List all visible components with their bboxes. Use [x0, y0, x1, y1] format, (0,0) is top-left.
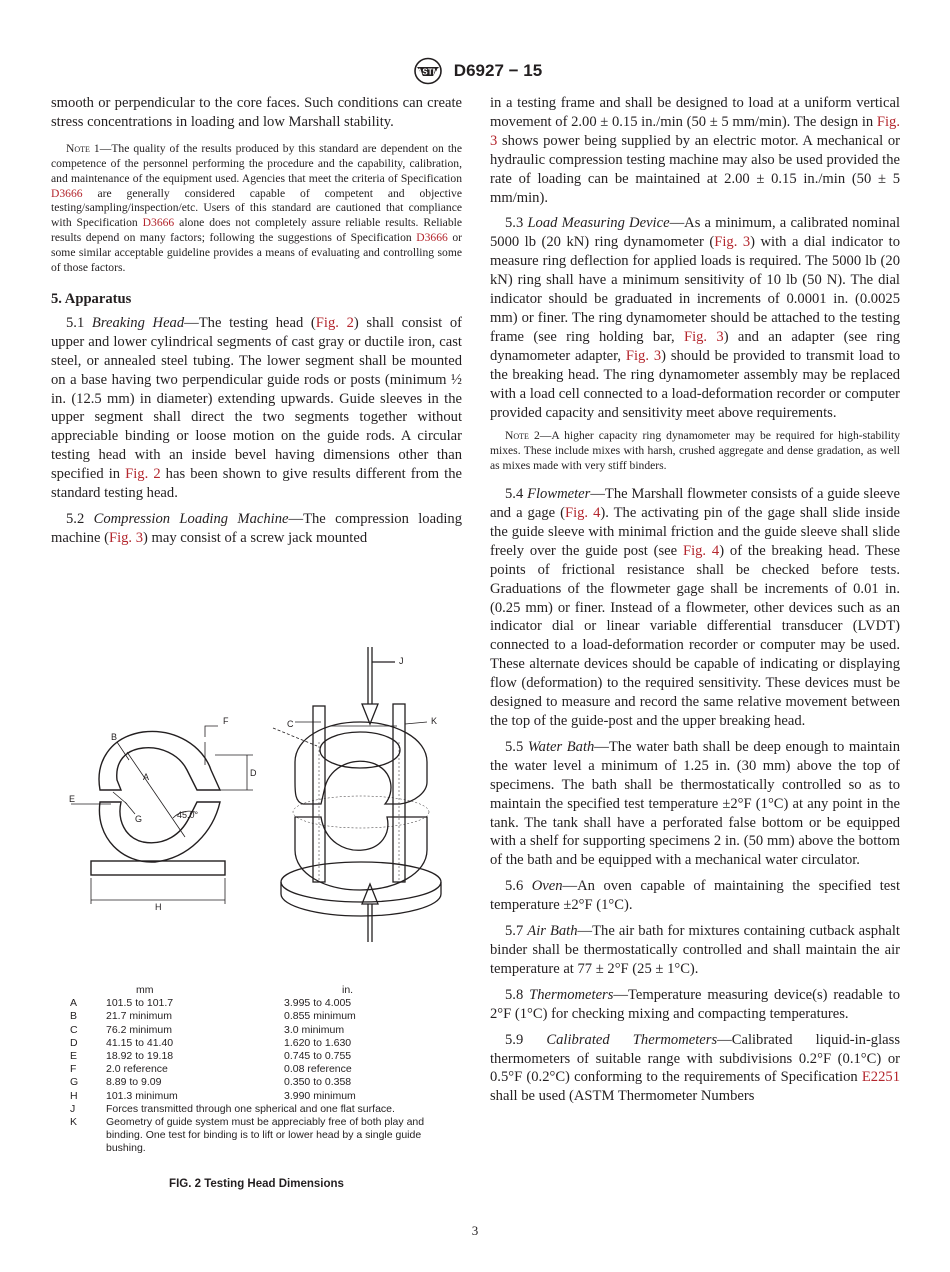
- document-designation: D6927 − 15: [453, 61, 543, 80]
- dimension-labels-isometric: [287, 656, 437, 729]
- svg-text:B: B: [111, 732, 118, 742]
- link-fig-2[interactable]: Fig. 2: [125, 466, 161, 483]
- link-fig-4[interactable]: Fig. 4: [564, 505, 601, 522]
- svg-text:F: F: [223, 716, 229, 726]
- note-2: Note 2—A higher capacity ring dynamometer may be required for high-stability mixes. These include mixes with harsh, crushed aggregate and dense gradation, as well as mixes made with very stiff binders.: [490, 429, 900, 473]
- section-5-9: 5.9 Calibrated Thermometers—Calibrated liquid-in-glass thermometers of suitable range with subdivisions 0.2°F (0.1°C) or 0.5°F (0.2°C) conforming to the requirements of Specification E2251 shall be used (ASTM Thermometer Numbers: [490, 1031, 900, 1105]
- legend-row-j: J Forces transmitted through one spherical and one flat surface.: [70, 1102, 395, 1115]
- dimension-lines-front: [71, 726, 253, 904]
- link-fig-3[interactable]: Fig. 3: [683, 328, 724, 345]
- link-fig-3[interactable]: Fig. 3: [108, 529, 144, 546]
- continued-paragraph: smooth or perpendicular to the core faces. Such conditions can create stress concentrations in loading and low Marshall stability.: [51, 95, 462, 130]
- svg-text:45.0°: 45.0°: [177, 810, 199, 820]
- astm-logo: [408, 57, 448, 85]
- right-column: [490, 94, 900, 1113]
- section-5-8: 5.8 Thermometers—Temperature measuring device(s) readable to 2°F (1°C) for checking mixing and compacting temperatures.: [490, 986, 900, 1022]
- figure-2-legend: [70, 984, 460, 1156]
- legend-row: G 8.89 to 9.09 0.350 to 0.358: [70, 1076, 352, 1089]
- link-d3666[interactable]: D3666: [51, 186, 83, 200]
- link-fig-3[interactable]: Fig. 3: [714, 234, 751, 251]
- svg-text:K: K: [431, 716, 438, 726]
- svg-text:H: H: [155, 902, 162, 912]
- page-header: [0, 57, 950, 90]
- section-5-3: 5.3 Load Measuring Device—As a minimum, a calibrated nominal 5000 lb (20 kN) ring dynamometer (Fig. 3) with a dial indicator to measure ring deflection for applied loads is required. The 5000 lb (20 kN) ring shall have a minimum sensitivity of 10 lb (50 N). The dial indicator should be graduated in increments of 0.0001 in. (0.0025 mm) or finer. The ring dynamometer should be attached to the testing frame (see ring holding bar, Fig. 3) and an adapter (see ring dynamometer adapter, Fig. 3) should be provided to transmit load to the breaking head. The ring dynamometer assembly may be replaced with a load cell connected to a load-deformation recorder or computer provided capacity and sensitivity meet above requirements.: [490, 215, 901, 421]
- svg-text:C: C: [287, 719, 294, 729]
- link-fig-3[interactable]: Fig. 3: [490, 113, 900, 149]
- section-5-1: 5.1 Breaking Head—The testing head (Fig. 2) shall consist of upper and lower cylindrical segments of cast gray or ductile iron, cast steel, or annealed steel tubing. The lower segment shall be mounted on a base having two perpendicular guide rods or posts (minimum ½ in. (12.5 mm) in diameter) extending upwards. Guide sleeves in the upper segment shall direct the two segments together without appreciable binding or loose motion on the guide rods. A circular testing head with an inside bevel having dimensions other than specified in Fig. 2 has been shown to give results different from the standard testing head.: [51, 314, 463, 502]
- legend-row: H 101.3 minimum 3.990 minimum: [70, 1089, 356, 1102]
- dimension-lines-isometric: [273, 722, 427, 746]
- section-5-5: 5.5 Water Bath—The water bath shall be deep enough to maintain the water level a minimum of 1.25 in. (30 mm) above the top of specimens. The bath shall be thermostatically controlled so as to maintain the specified test temperature ±2°F (1°C) at any point in the tank. The tank shall have a perforated false bottom or be equipped with a shelf for supporting specimens 2 in. (50 mm) above the bottom of the bath and be equipped with a mechanical water circulator.: [490, 738, 900, 869]
- legend-row: A 101.5 to 101.7 3.995 to 4.005: [70, 997, 352, 1010]
- svg-text:E: E: [69, 794, 76, 804]
- link-fig-4[interactable]: Fig. 4: [682, 542, 720, 559]
- svg-text:J: J: [399, 656, 404, 666]
- legend-header: mm in.: [136, 984, 354, 996]
- legend-row: C 76.2 minimum 3.0 minimum: [70, 1023, 345, 1036]
- link-e2251[interactable]: E2251: [861, 1069, 900, 1086]
- section-5-heading: 5. Apparatus: [51, 290, 132, 307]
- link-d3666[interactable]: D3666: [416, 231, 448, 245]
- figure-2-caption: FIG. 2 Testing Head Dimensions: [169, 1178, 344, 1190]
- dimension-labels-front: [69, 716, 257, 912]
- page-number: 3: [471, 1223, 479, 1238]
- section-5-2: 5.2 Compression Loading Machine—The compression loading machine (Fig. 3) may consist of a screw jack mounted: [51, 510, 463, 546]
- link-fig-2[interactable]: Fig. 2: [315, 314, 354, 331]
- figure-2-drawing: [55, 642, 465, 947]
- note-1-label: Note 1: [66, 141, 100, 155]
- left-column: [51, 94, 462, 555]
- section-5-7: 5.7 Air Bath—The air bath for mixtures containing cutback asphalt binder shall be thermostatically controlled and shall maintain the air temperature at 77 ± 2°F (25 ± 1°C).: [490, 923, 900, 977]
- note-1: Note 1—The quality of the results produced by this standard are dependent on the competence of the personnel performing the procedure and the capability, calibration, and maintenance of the equipment used. Agencies that meet the criteria of Specification D3666 are generally considered capable of competent and objective testing/sampling/inspection/etc. Users of this standard are cautioned that compliance with Specification D3666 alone does not completely assure reliable results. Reliable results depend on many factors; following the suggestions of Specification D3666 or some similar acceptable guideline provides a means of evaluating and controlling some of those factors.: [51, 141, 463, 275]
- section-5-4: 5.4 Flowmeter—The Marshall flowmeter consists of a guide sleeve and a gage (Fig. 4). The activating pin of the gage shall slide inside the guide sleeve with minimal friction and the guide sleeve shall slide freely over the guide post (see Fig. 4) of the breaking head. These points of frictional resistance shall be checked before tests. Graduations of the flowmeter gage shall be increments of 0.01 in. (0.25 mm) or finer. Instead of a flowmeter, other devices such as an indicator dial or linear variable differential transducer (LVDT) connected to a load-deformation recorder or computer may be used. These alternate devices should be capable of indicating or displaying flow (deformation) to the required sensitivity. These devices must be designed to measure and record the same relative movement between the top of the guide-post and the upper breaking head.: [490, 486, 901, 729]
- link-d3666[interactable]: D3666: [142, 216, 175, 230]
- svg-text:G: G: [135, 814, 143, 824]
- legend-row: D 41.15 to 41.40 1.620 to 1.630: [70, 1036, 352, 1049]
- svg-text:D: D: [250, 768, 257, 778]
- breaking-head-isometric-view: [281, 647, 441, 942]
- legend-row: F 2.0 reference 0.08 reference: [70, 1063, 352, 1076]
- continued-paragraph-right: in a testing frame and shall be designed to load at a uniform vertical movement of 2.00 ± 0.15 in./min (50 ± 5 mm/min). The design in Fig. 3 shows power being supplied by an electric motor. A mechanical or hydraulic compression testing machine may also be used provided the rate of loading can be maintained at 2.00 ± 0.15 in./min (50 ± 5 mm/min).: [490, 95, 900, 206]
- legend-row: E 18.92 to 19.18 0.745 to 0.755: [70, 1050, 352, 1063]
- legend-row-k: K Geometry of guide system must be appreciably free of both play and binding. One test for binding is to lift or lower head by a single guide bushing.: [70, 1116, 425, 1155]
- link-fig-3[interactable]: Fig. 3: [625, 347, 662, 364]
- svg-text:A: A: [143, 772, 150, 782]
- legend-row: B 21.7 minimum 0.855 minimum: [70, 1010, 356, 1023]
- svg-text:ASTM: ASTM: [416, 67, 440, 77]
- section-5-6: 5.6 Oven—An oven capable of maintaining the specified test temperature ±2°F (1°C).: [490, 878, 900, 914]
